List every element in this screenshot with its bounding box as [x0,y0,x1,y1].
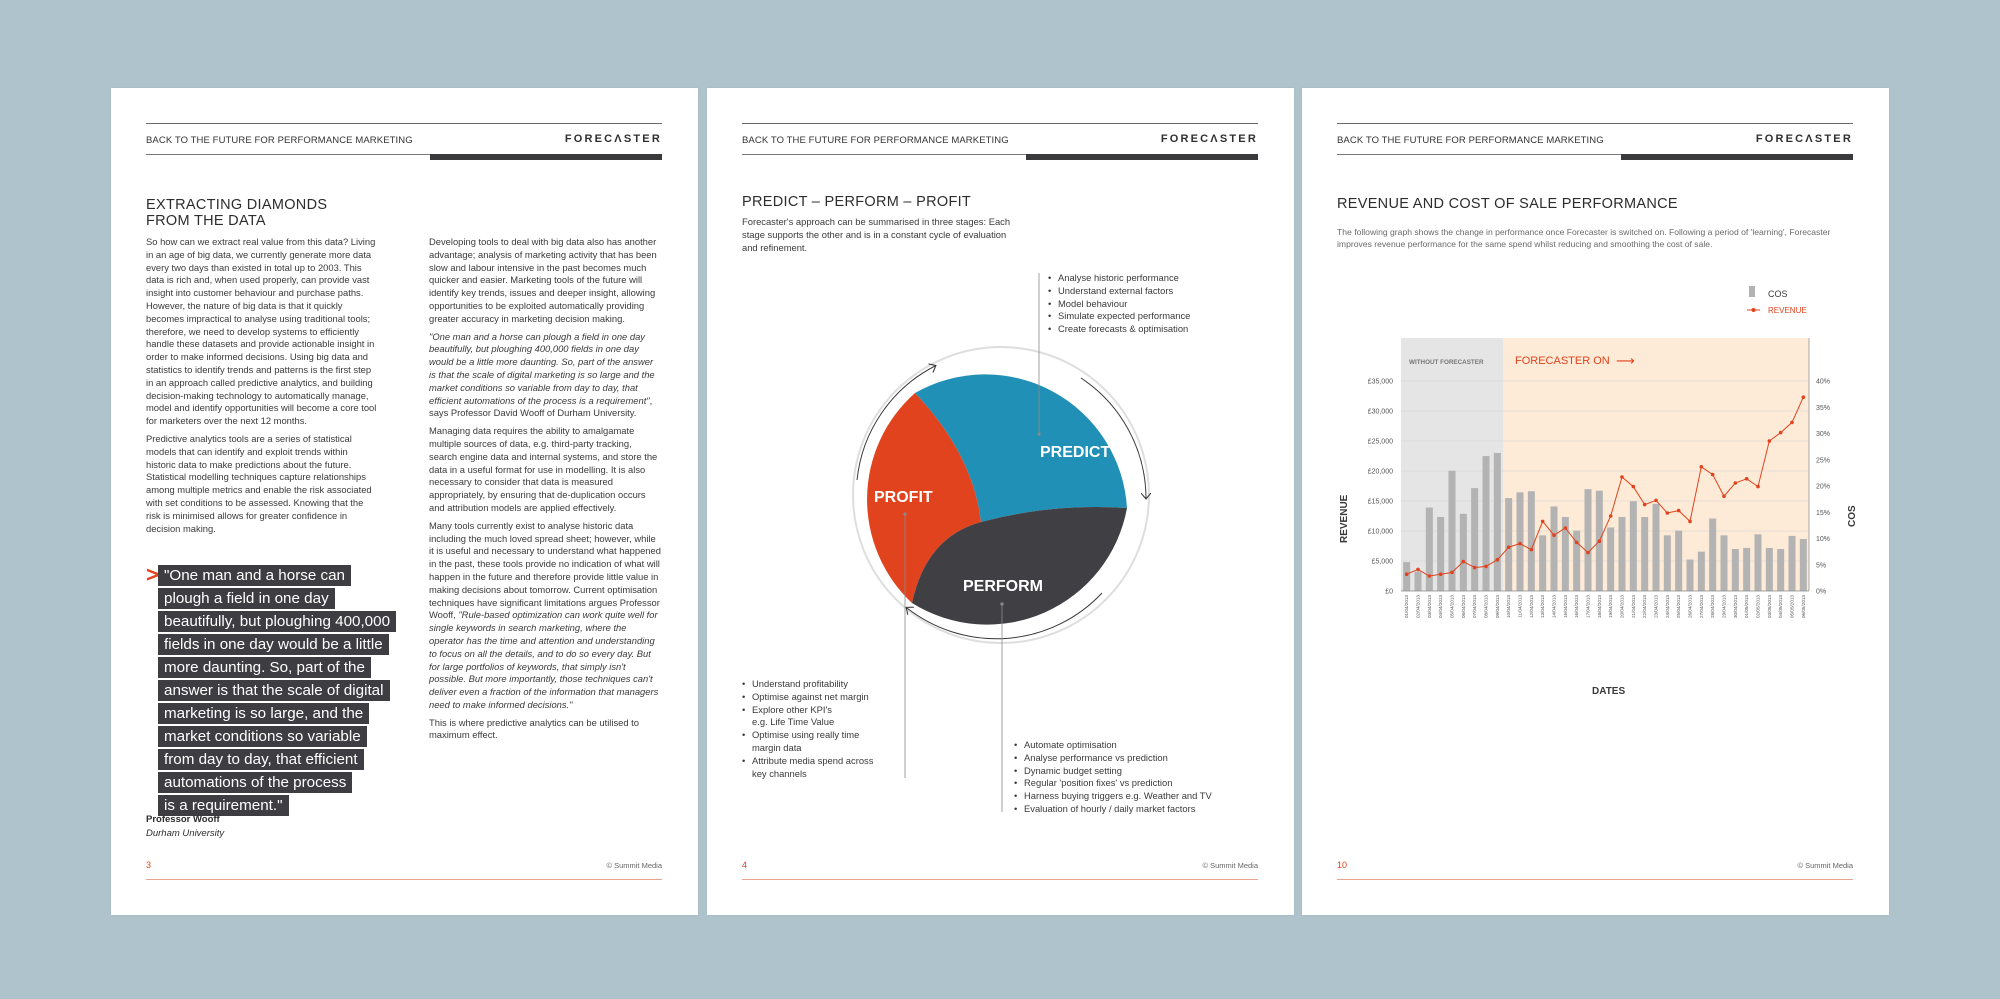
revenue-point [1802,395,1806,399]
page-number: 4 [742,860,748,870]
quote-line: is a requirement." [158,795,289,816]
revenue-point [1450,571,1454,575]
x-tick-label: 09/04/2013 [1494,595,1500,618]
x-tick-label: 16/04/2013 [1574,595,1580,618]
x-tick-label: 30/04/2013 [1732,595,1738,618]
legend-revenue-dot [1752,308,1756,312]
quote-author: Professor Wooff [146,814,220,825]
header-bar [430,154,662,160]
y2-tick-label: 0% [1816,588,1827,596]
legend-cos-label: COS [1768,289,1788,299]
y-tick-label: £5,000 [1371,558,1393,566]
header-rule [146,123,662,124]
x-tick-label: 10/04/2013 [1506,595,1512,618]
bullet-item: • Attribute media spend across [742,755,873,768]
revenue-point [1541,520,1545,524]
y-tick-label: £20,000 [1367,468,1393,476]
quote-line: fields in one day would be a little [158,634,389,655]
cos-bar [1766,548,1773,591]
x-tick-label: 26/04/2013 [1687,595,1693,618]
revenue-point [1722,494,1726,498]
y-axis-ticks [1368,379,1393,596]
bullet-item: • Evaluation of hourly / daily market factors [1014,803,1212,816]
legend-revenue-label: REVENUE [1768,306,1807,315]
revenue-point [1688,520,1692,524]
x-tick-label: 12/04/2013 [1528,595,1534,618]
cos-bar [1630,501,1637,591]
quote-line: more daunting. So, part of the [158,657,371,678]
cos-bar [1403,562,1410,591]
revenue-point [1405,572,1409,576]
cos-bar [1516,492,1523,591]
x-tick-label: 01/04/2013 [1404,595,1410,618]
pull-quote [146,562,436,818]
x-tick-label: 08/04/2013 [1483,595,1489,618]
x-tick-label: 04/05/2013 [1778,595,1784,618]
paragraph: Predictive analytics tools are a series of statistical models that can identify and exploit trends within historic data to make predictions about the future. Statistical modelling techniques capture relationships among multiple metrics and enable the risk associated with set conditions to be assessed. Knowing that the risk is minimised allows for greater confidence in decision making. [146,432,372,534]
title-line: FROM THE DATA [146,213,266,229]
bullet-item: • Understand external factors [1048,285,1190,298]
cos-bar [1505,498,1512,591]
cos-bar [1777,549,1784,591]
x-tick-label: 21/04/2013 [1630,595,1636,618]
paragraph [429,520,662,712]
x-tick-label: 05/04/2013 [1449,595,1455,618]
x-tick-label: 27/04/2013 [1698,595,1704,618]
x-tick-label: 03/05/2013 [1766,595,1772,618]
revenue-point [1518,542,1522,546]
cos-bar [1686,560,1693,592]
x-tick-label: 14/04/2013 [1551,595,1557,618]
quote-mark: > [146,562,159,587]
forecaster-on-arrow: ⟶ [1616,354,1635,369]
x-tick-label: 29/04/2013 [1721,595,1727,618]
revenue-point [1711,473,1715,477]
cos-bar [1664,535,1671,591]
cos-bar [1550,506,1557,591]
without-forecaster-label: WITHOUT FORECASTER [1409,359,1484,366]
cos-bar [1743,548,1750,591]
revenue-point [1666,511,1670,515]
y-tick-label: £0 [1385,588,1393,596]
bullet-continuation: e.g. Life Time Value [752,716,835,728]
paragraph: This is where predictive analytics can be utilised to maximum effect. [429,716,639,741]
intro-text: Forecaster's approach can be summarised in three stages: Each stage supports the other and is in a constant cycle of evaluation and refinement. [742,216,1011,253]
y2-tick-label: 25% [1816,457,1831,465]
x-tick-label: 19/04/2013 [1608,595,1614,618]
x-tick-label: 11/04/2013 [1517,595,1523,618]
legend-cos-swatch [1749,286,1755,297]
forecaster-on-label: FORECASTER ON [1515,355,1610,367]
quote-attribution: , says Professor David Wooff of Durham University. [429,394,653,419]
text-column-right [429,236,662,747]
y2-tick-label: 35% [1816,404,1831,412]
quote-line: marketing is so large, and the [158,703,369,724]
x-tick-label: 03/04/2013 [1426,595,1432,618]
quote-line: beautifully, but ploughing 400,000 [158,611,396,632]
bullet-item: • Understand profitability [742,678,873,691]
quote-lines [152,565,436,816]
revenue-point [1473,566,1477,570]
x-tick-label: 15/04/2013 [1562,595,1568,618]
y-tick-label: £25,000 [1367,438,1393,446]
x-tick-label: 20/04/2013 [1619,595,1625,618]
header-title: BACK TO THE FUTURE FOR PERFORMANCE MARKETING [146,135,413,146]
cos-bar [1584,489,1591,591]
y-tick-label: £30,000 [1367,408,1393,416]
revenue-point [1552,533,1556,537]
y2-tick-label: 15% [1816,509,1831,517]
x-tick-label: 05/05/2013 [1789,595,1795,618]
revenue-point [1530,548,1534,552]
revenue-point [1734,481,1738,485]
header-title: BACK TO THE FUTURE FOR PERFORMANCE MARKETING [1337,135,1604,146]
x-tick-label: 23/04/2013 [1653,595,1659,618]
revenue-point [1507,545,1511,549]
y-tick-label: £35,000 [1367,378,1393,386]
bullet-continuation: margin data [752,741,802,753]
page-title [146,197,327,229]
cos-bar [1471,488,1478,591]
title-line: EXTRACTING DIAMONDS [146,197,328,213]
quote-affiliation: Durham University [146,828,225,839]
predict-bullets [1048,272,1190,336]
cos-bar [1675,531,1682,591]
cos-bar [1641,517,1648,591]
revenue-point [1779,431,1783,435]
quote-italic: "One man and a horse can plough a field in one day beautifully, but ploughing 400,000 fields in one day would be a little more daunting. So, part of the answer is that the scale of digital marketing is so large and the market conditions so variable from day to day, that efficient automations of the process is a requirement" [429,330,655,406]
predict-label: PREDICT [1040,444,1111,461]
y2-axis-label: COS [1847,505,1858,527]
bullet-item: • Regular 'position fixes' vs prediction [1014,777,1212,790]
quote-line: "One man and a horse can [158,565,351,586]
page-3 [111,88,698,915]
y2-tick-label: 40% [1816,378,1831,386]
x-tick-label: 04/04/2013 [1438,595,1444,618]
revenue-point [1745,477,1749,481]
header-title: BACK TO THE FUTURE FOR PERFORMANCE MARKETING [742,135,1009,146]
x-tick-label: 28/04/2013 [1710,595,1716,618]
cos-bar [1754,534,1761,591]
bullet-item: • Simulate expected performance [1048,310,1190,323]
revenue-point [1677,509,1681,513]
revenue-point [1632,485,1636,489]
page-number: 3 [146,860,152,870]
bullet-item: • Analyse performance vs prediction [1014,752,1212,765]
x-tick-label: 06/04/2013 [1460,595,1466,618]
copyright: © Summit Media [1797,861,1853,870]
x-tick-label: 02/05/2013 [1755,595,1761,618]
page-title: REVENUE AND COST OF SALE PERFORMANCE [1337,196,1678,212]
x-tick-label: 01/05/2013 [1744,595,1750,618]
y-axis-label: REVENUE [1339,494,1350,543]
revenue-point [1586,551,1590,555]
quote-italic: "Rule-based optimization can work quite well for single keywords in search marketing, where the operator has the time and attention and understanding to focus on all the details, and to do so every day. But for large portfolios of keywords, that simply isn't possible. But more importantly, those techniques can't deliver even a fraction of the information that managers need to make informed decisions." [429,609,659,710]
forecaster-logo: FORECΛSTER [1160,133,1258,145]
footer-rule [1337,879,1853,880]
cos-bar [1800,539,1807,591]
bullet-continuation: key channels [752,767,807,779]
perform-connector-dot [1000,602,1003,605]
y2-tick-label: 10% [1816,536,1831,543]
x-tick-label: 06/05/2013 [1800,595,1806,618]
bullet-item: • Automate optimisation [1014,739,1212,752]
page-number: 10 [1337,860,1348,870]
profit-label: PROFIT [874,489,933,506]
page-10 [1302,88,1889,915]
copyright: © Summit Media [1202,861,1258,870]
cos-bar [1720,535,1727,591]
profit-connector-dot [903,512,906,515]
x-tick-label: 18/04/2013 [1596,595,1602,618]
cos-bar [1709,519,1716,591]
cos-bar [1618,517,1625,591]
bullet-item: • Optimise using really time [742,729,873,742]
x-tick-label: 07/04/2013 [1472,595,1478,618]
y2-tick-label: 20% [1816,483,1831,491]
cos-bar [1494,453,1501,591]
x-tick-label: 24/04/2013 [1664,595,1670,618]
copyright: © Summit Media [606,861,662,870]
cos-bar [1426,508,1433,591]
quote-line: market conditions so variable [158,726,367,747]
y2-tick-label: 30% [1816,431,1831,438]
paragraph [429,331,662,421]
footer-rule [742,879,1258,880]
y-tick-label: £10,000 [1367,528,1393,536]
y2-tick-label: 5% [1816,562,1827,570]
cos-bar [1788,536,1795,591]
predict-connector-dot [1037,432,1040,435]
revenue-point [1439,572,1443,576]
perform-bullets [1014,739,1212,816]
cos-bar [1732,549,1739,591]
forecaster-logo: FORECΛSTER [564,133,662,145]
revenue-point [1700,465,1704,469]
bullet-item: • Optimise against net margin [742,691,873,704]
cos-bar [1460,514,1467,591]
perform-label: PERFORM [963,578,1043,595]
intro-text: The following graph shows the change in performance once Forecaster is switched on. Following a period of 'learning', Forecaster improves revenue performance for the same spend whilst reducing and smoothing the cost of sale. [1337,226,1831,249]
revenue-point [1609,514,1613,518]
x-tick-label: 25/04/2013 [1676,595,1682,618]
x-tick-label: 17/04/2013 [1585,595,1591,618]
bullet-item: • Explore other KPI's [742,704,873,717]
cos-bar [1652,504,1659,591]
cos-bar [1698,552,1705,591]
revenue-point [1654,499,1658,503]
revenue-point [1462,560,1466,564]
bullet-item: • Create forecasts & optimisation [1048,323,1190,336]
revenue-point [1575,541,1579,545]
cos-bar [1437,517,1444,591]
paragraph: Managing data requires the ability to amalgamate multiple sources of data, e.g. third-party tracking, search engine data and internal systems, and store the data in a useful format for use in modelling. It is also necessary to consider that data is measured appropriately, by ensuring that de-duplication occurs and attribution models are applied effectively. [429,425,658,513]
profit-bullets [742,678,873,780]
bullet-item: • Model behaviour [1048,298,1190,311]
quote-line: plough a field in one day [158,588,335,609]
revenue-point [1790,421,1794,425]
revenue-cos-chart [1302,88,1889,915]
revenue-point [1768,439,1772,443]
cos-bar [1528,491,1535,591]
revenue-point [1756,485,1760,489]
bullet-item: • Analyse historic performance [1048,272,1190,285]
revenue-point [1620,475,1624,479]
y2-axis-ticks [1816,379,1830,596]
revenue-point [1484,565,1488,569]
text-column-left [146,236,378,540]
bullet-item: • Harness buying triggers e.g. Weather and TV [1014,790,1212,803]
cos-bar [1414,572,1421,591]
y-tick-label: £15,000 [1367,498,1393,506]
cos-bar [1607,527,1614,591]
paragraph: Developing tools to deal with big data also has another advantage; analysis of marketing activity that has been slow and labour intensive in the past becomes much quicker and easier. Marketing tools of the future will identify key trends, issues and deeper insight, allowing opportunities to be exploited automatically providing greater accuracy in marketing decision making. [429,236,657,324]
revenue-point [1598,539,1602,543]
revenue-point [1564,526,1568,530]
footer-rule [146,879,662,880]
quote-line: from day to day, that efficient [158,749,364,770]
x-tick-label: 02/04/2013 [1415,595,1421,618]
cos-bar [1539,535,1546,591]
page-title: PREDICT – PERFORM – PROFIT [742,194,972,210]
page-4 [707,88,1294,915]
forecaster-logo: FORECΛSTER [1755,133,1853,145]
quote-line: automations of the process [158,772,352,793]
quote-line: answer is that the scale of digital [158,680,390,701]
paragraph: So how can we extract real value from this data? Living in an age of big data, we currently generate more data every two days than existed in total up to 2003. This data is rich and, when used properly, can provide vast insight into customer behaviour and purchase paths. However, the nature of big data is that it quickly becomes impractical to analyse using traditional tools; therefore, we need to develop systems to efficiently handle these datasets and provide actionable insight in order to make informed decisions. Using big data and statistics to identify trends and patterns is the first step in an approach called predictive analytics, and building decision-making technology to automatically manage, model and identify opportunities will become a core tool for marketers over the next 12 months. [146,236,377,427]
x-tick-label: 22/04/2013 [1642,595,1648,618]
x-axis-label: DATES [1592,686,1626,697]
x-axis-ticks [1404,595,1806,618]
revenue-point [1496,558,1500,562]
bullet-item: • Dynamic budget setting [1014,765,1212,778]
x-tick-label: 13/04/2013 [1540,595,1546,618]
revenue-point [1416,568,1420,572]
paragraph-text: Many tools currently exist to analyse historic data including the much loved spread sheet; however, while it is useful and necessary to understand what happened in the past, these tools provide no indication of what will happen in the future and therefore provide little value in making decisions about tomorrow. Current optimisation techniques have significant limitations argues Professor Wooff, [429,519,661,621]
revenue-point [1428,574,1432,578]
cos-bar [1482,456,1489,591]
revenue-point [1643,503,1647,507]
